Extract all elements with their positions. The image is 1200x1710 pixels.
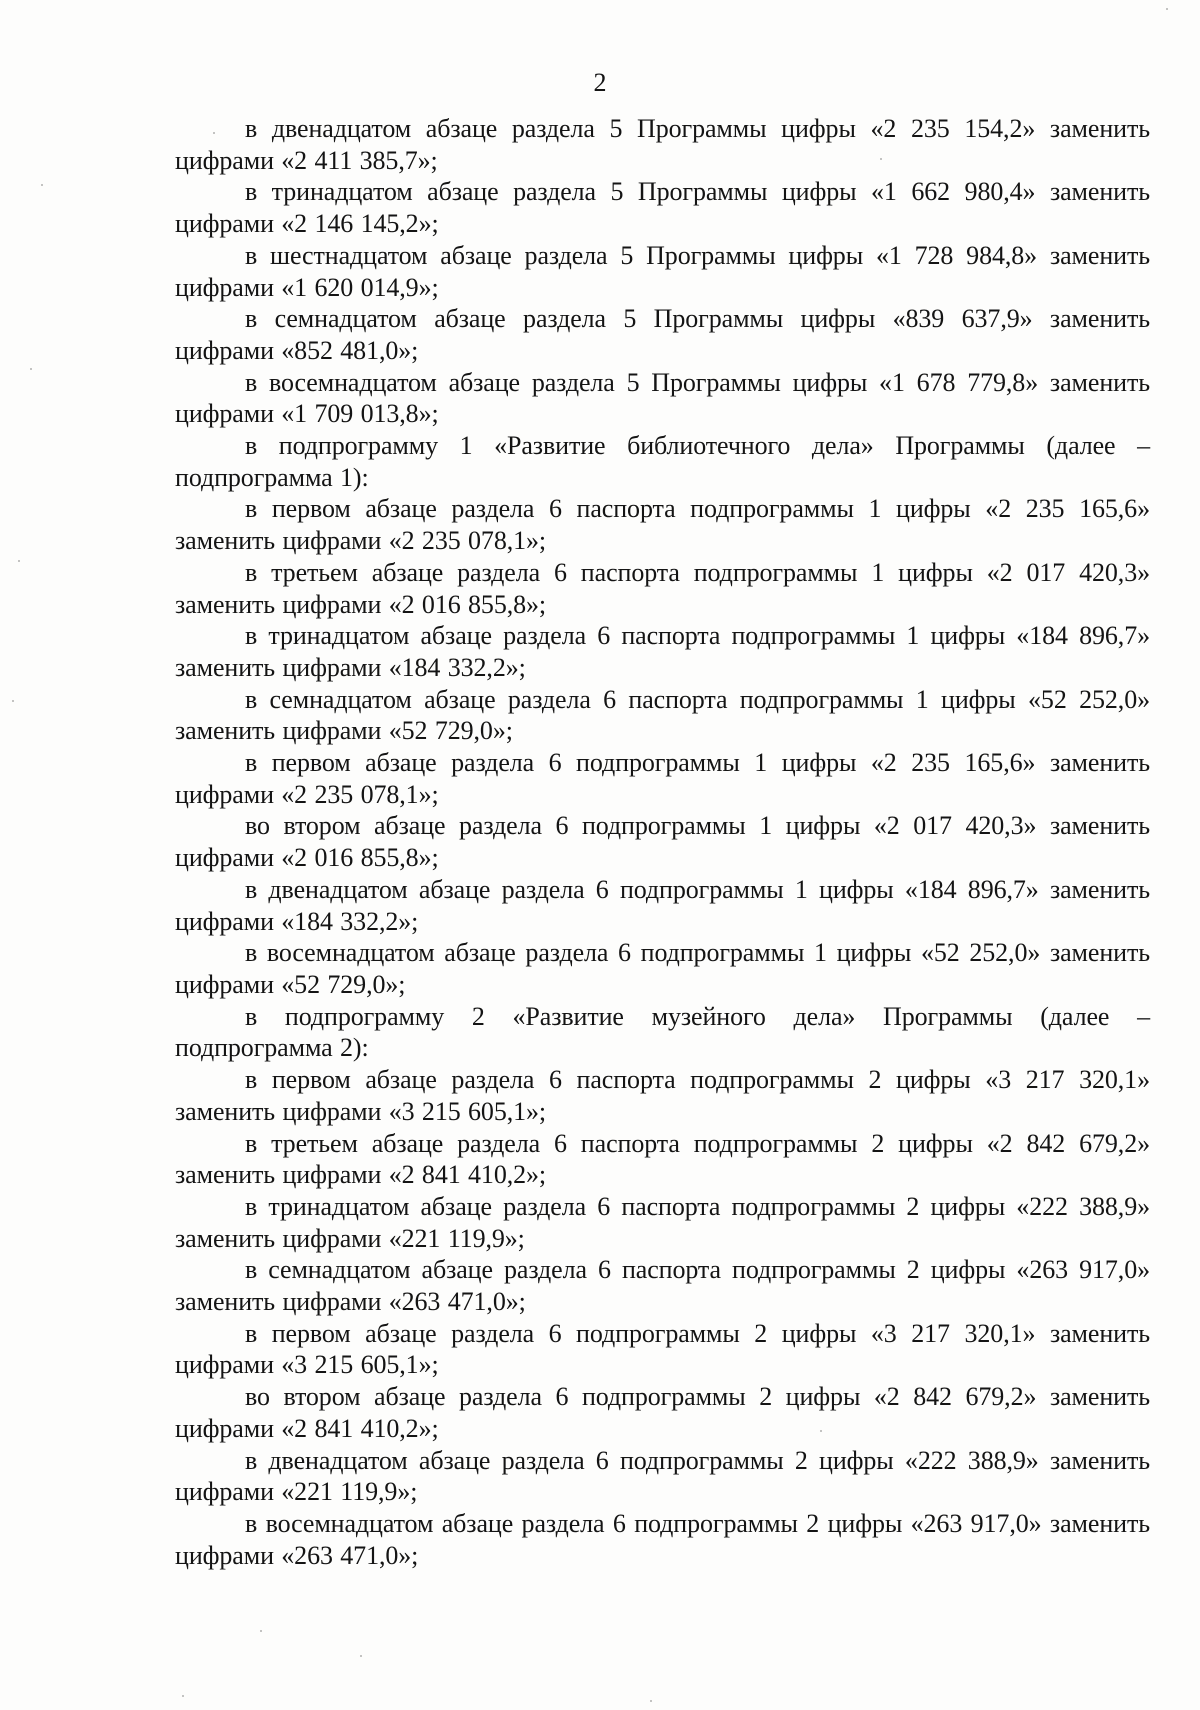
scan-speck [12, 700, 14, 702]
scan-speck [182, 1695, 184, 1697]
scan-speck [360, 1655, 362, 1657]
paragraph: в первом абзаце раздела 6 подпрограммы 1 цифры «2 235 165,6» заменить цифрами «2 235 078,1»; [175, 748, 1150, 809]
paragraph: в семнадцатом абзаце раздела 6 паспорта подпрограммы 2 цифры «263 917,0» заменить цифрами «263 471,0»; [175, 1255, 1150, 1317]
scan-speck [1166, 8, 1168, 10]
paragraph: в подпрограмму 1 «Развитие библиотечного дела» Программы (далее – подпрограмма 1): [175, 431, 1150, 492]
paragraph: в двенадцатом абзаце раздела 6 подпрограммы 2 цифры «222 388,9» заменить цифрами «221 119,9»; [175, 1445, 1150, 1507]
paragraph: во втором абзаце раздела 6 подпрограммы 2 цифры «2 842 679,2» заменить цифрами «2 841 410,2»; [175, 1382, 1150, 1443]
scan-speck [650, 1700, 652, 1702]
scan-speck [880, 158, 882, 160]
page-number: 2 [593, 68, 607, 97]
paragraph: в семнадцатом абзаце раздела 6 паспорта подпрограммы 1 цифры «52 252,0» заменить цифрами «52 729,0»; [175, 684, 1150, 746]
scan-speck [213, 132, 215, 134]
paragraph: в тринадцатом абзаце раздела 6 паспорта подпрограммы 1 цифры «184 896,7» заменить цифрами «184 332,2»; [175, 621, 1150, 682]
scan-speck [820, 1430, 822, 1432]
scan-speck [820, 766, 822, 768]
paragraph: в первом абзаце раздела 6 паспорта подпрограммы 2 цифры «3 217 320,1» заменить цифрами «3 215 605,1»; [175, 1065, 1150, 1126]
paragraph: в восемнадцатом абзаце раздела 6 подпрограммы 1 цифры «52 252,0» заменить цифрами «52 729,0»; [175, 938, 1150, 999]
paragraph: в восемнадцатом абзаце раздела 5 Программы цифры «1 678 779,8» заменить цифрами «1 709 013,8»; [175, 367, 1150, 429]
paragraph: в семнадцатом абзаце раздела 5 Программы цифры «839 637,9» заменить цифрами «852 481,0»; [175, 304, 1150, 365]
scan-speck [18, 560, 20, 562]
paragraph: в подпрограмму 2 «Развитие музейного дела» Программы (далее – подпрограмма 2): [175, 1001, 1150, 1063]
paragraph: в восемнадцатом абзаце раздела 6 подпрограммы 2 цифры «263 917,0» заменить цифрами «263 471,0»; [175, 1508, 1150, 1570]
paragraph: в двенадцатом абзаце раздела 6 подпрограммы 1 цифры «184 896,7» заменить цифрами «184 332,2»; [175, 874, 1150, 936]
scan-speck [41, 184, 43, 186]
paragraph: во втором абзаце раздела 6 подпрограммы 1 цифры «2 017 420,3» заменить цифрами «2 016 855,8»; [175, 811, 1150, 873]
paragraph: в тринадцатом абзаце раздела 5 Программы цифры «1 662 980,4» заменить цифрами «2 146 145,2»; [175, 177, 1150, 239]
paragraph: в третьем абзаце раздела 6 паспорта подпрограммы 1 цифры «2 017 420,3» заменить цифрами «2 016 855,8»; [175, 557, 1150, 619]
paragraph: в первом абзаце раздела 6 паспорта подпрограммы 1 цифры «2 235 165,6» заменить цифрами «2 235 078,1»; [175, 494, 1150, 556]
scan-speck [30, 368, 32, 370]
paragraph: в первом абзаце раздела 6 подпрограммы 2 цифры «3 217 320,1» заменить цифрами «3 215 605,1»; [175, 1318, 1150, 1380]
scan-speck [260, 1630, 262, 1632]
scan-speck [740, 1084, 742, 1086]
paragraph: в тринадцатом абзаце раздела 6 паспорта подпрограммы 2 цифры «222 388,9» заменить цифрами «221 119,9»; [175, 1191, 1150, 1253]
document-body [175, 113, 1150, 1571]
paragraph: в шестнадцатом абзаце раздела 5 Программы цифры «1 728 984,8» заменить цифрами «1 620 014,9»; [175, 240, 1150, 302]
paragraph: в третьем абзаце раздела 6 паспорта подпрограммы 2 цифры «2 842 679,2» заменить цифрами «2 841 410,2»; [175, 1128, 1150, 1190]
paragraph: в двенадцатом абзаце раздела 5 Программы цифры «2 235 154,2» заменить цифрами «2 411 385,7»; [175, 114, 1150, 175]
